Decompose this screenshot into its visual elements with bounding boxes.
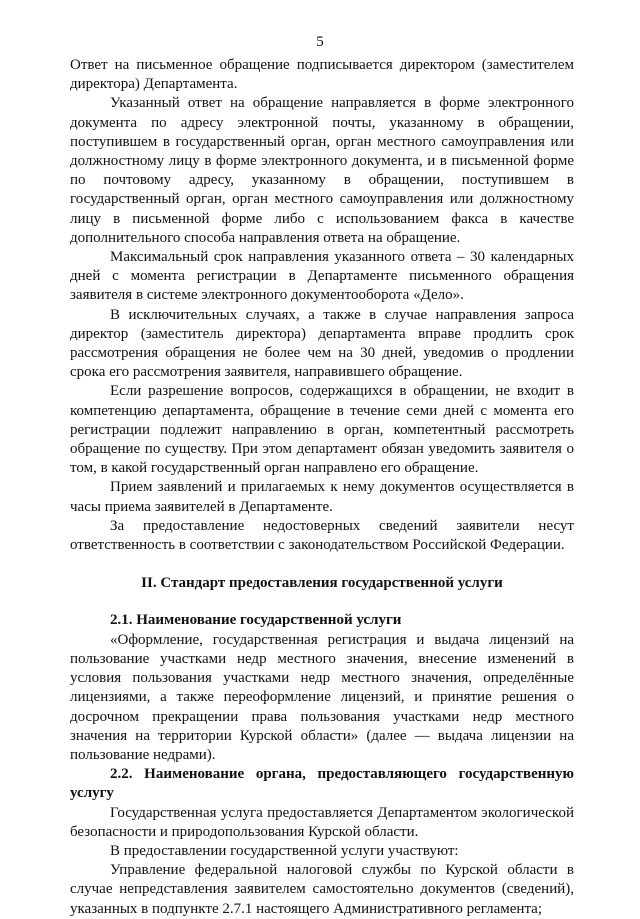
paragraph: В исключительных случаях, а также в случае направления запроса директор (заместитель директора) департамента вправе продлить срок рассмотрения обращения не более чем на 30 дней, уведомив о продлении срока его рассмотрения заявителя, направившего обращение. <box>70 306 574 381</box>
paragraph: Государственная услуга предоставляется Департаментом экологической безопасности и природопользования Курской области. <box>70 804 574 840</box>
paragraph: Ответ на письменное обращение подписывается директором (заместителем директора) Департамента. <box>70 57 574 93</box>
paragraph: Максимальный срок направления указанного ответа – 30 календарных дней с момента регистрации в Департаменте письменного обращения заявителя в системе электронного документооборота «Дело». <box>70 249 574 304</box>
paragraph: За предоставление недостоверных сведений заявители несут ответственность в соответствии с законодательством Российской Федерации. <box>70 517 574 554</box>
document-body <box>70 56 574 919</box>
paragraph: Указанный ответ на обращение направляется в форме электронного документа по адресу электронной почты, указанному в обращении, поступившем в государственный орган, орган местного самоуправления или должностному лицу в форме электронного документа, и в письменной форме по почтовому адресу, указанному в обращении, поступившем в государственный орган, орган местного самоуправления или должностному лицу в письменной форме либо с использованием факса в качестве дополнительного способа направления ответа на обращение. <box>70 95 574 246</box>
section-title: II. Стандарт предоставления государственной услуги <box>141 575 503 592</box>
paragraph: Прием заявлений и прилагаемых к нему документов осуществляется в часы приема заявителей в Департаменте. <box>70 479 574 515</box>
subsection-heading: 2.2. Наименование органа, предоставляющего государственную услугу <box>70 766 574 802</box>
paragraph: Если разрешение вопросов, содержащихся в обращении, не входит в компетенцию департамента, обращение в течение семи дней с момента его регистрации подлежит направлению в орган, компетентный рассмотреть обращение по существу. При этом департамент обязан уведомить заявителя о том, в какой государственный орган направлено его обращение. <box>70 383 574 477</box>
paragraph: Управление федеральной налоговой службы по Курской области в случае непредставления заявителем самостоятельно документов (сведений), указанных в подпункте 2.7.1 настоящего Административного регламента; <box>70 862 574 917</box>
paragraph: «Оформление, государственная регистрация и выдача лицензий на пользование участками недр местного значения, внесение изменений в условия пользования участками недр местного значения, определённые лицензиями, а также переоформление лицензий, и принятие решения о досрочном прекращении права пользования участками недр местного значения на территории Курской области» (далее — выдача лицензии на пользование недрами). <box>70 631 574 763</box>
page-number: 5 <box>316 34 324 50</box>
paragraph: В предоставлении государственной услуги участвуют: <box>110 842 459 859</box>
subsection-heading: 2.1. Наименование государственной услуги <box>110 612 402 629</box>
